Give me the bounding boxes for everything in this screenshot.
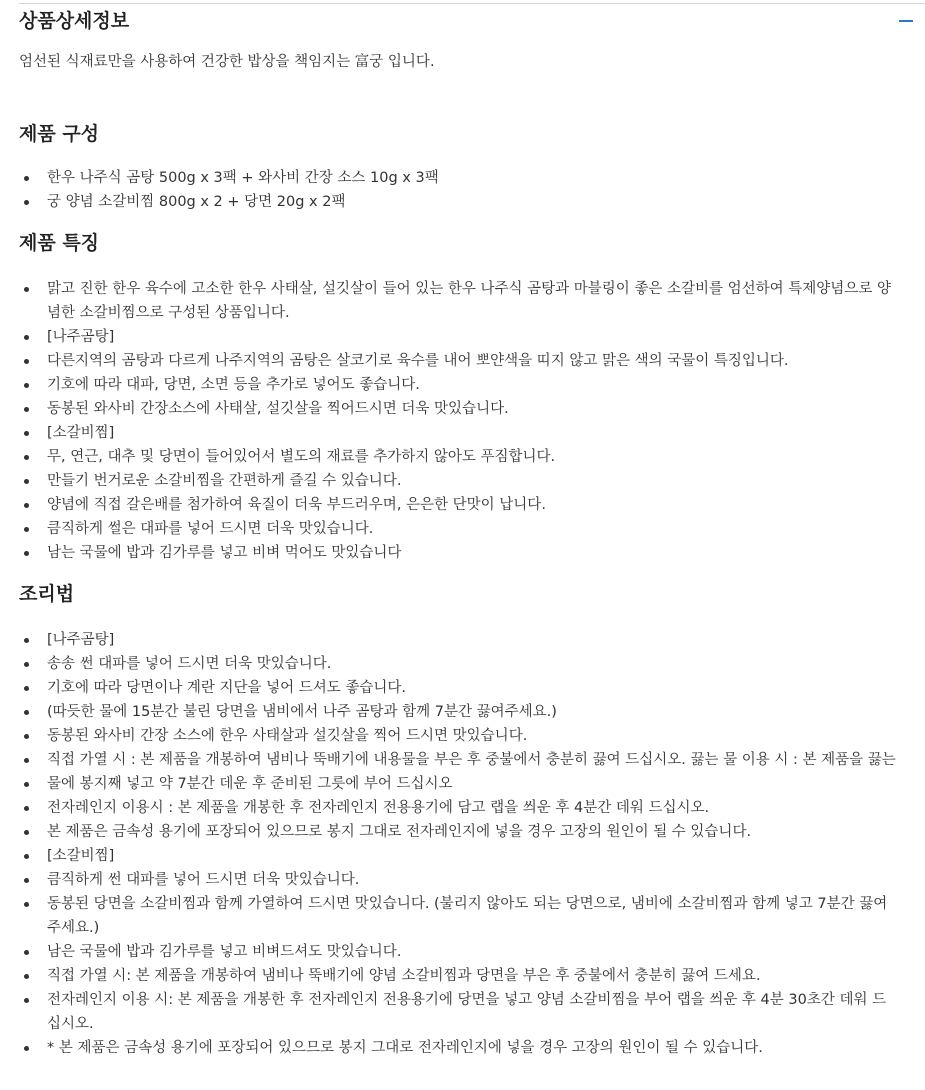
list-item: 기호에 따라 당면이나 계란 지단을 넣어 드셔도 좋습니다. xyxy=(47,676,898,700)
list-item: 물에 봉지째 넣고 약 7분간 데운 후 준비된 그릇에 부어 드십시오 xyxy=(47,772,898,796)
collapse-button[interactable] xyxy=(895,10,917,32)
list-item: 동봉된 와사비 간장 소스에 한우 사태살과 설깃살을 찍어 드시면 맛있습니다. xyxy=(47,724,898,748)
recipe-list xyxy=(19,628,898,1060)
list-item: 무, 연근, 대추 및 당면이 들어있어서 별도의 재료를 추가하지 않아도 푸짐합니다. xyxy=(47,445,898,469)
list-item: 동봉된 당면을 소갈비찜과 함께 가열하여 드시면 맛있습니다. (불리지 않아도 되는 당면으로, 냄비에 소갈비찜과 함께 넣고 7분간 끓여주세요.) xyxy=(47,892,898,940)
list-item: 다른지역의 곰탕과 다르게 나주지역의 곰탕은 살코기로 육수를 내어 뽀얀색을 띠지 않고 맑은 색의 국물이 특징입니다. xyxy=(47,349,898,373)
list-item: 직접 가열 시: 본 제품을 개봉하여 냄비나 뚝배기에 양념 소갈비찜과 당면을 부은 후 중불에서 충분히 끓여 드세요. xyxy=(47,964,898,988)
list-item: [나주곰탕] xyxy=(47,628,898,652)
list-item: 궁 양념 소갈비찜 800g x 2 + 당면 20g x 2팩 xyxy=(47,190,898,214)
section-title: 상품상세정보 xyxy=(19,10,130,32)
list-item: 만들기 번거로운 소갈비찜을 간편하게 즐길 수 있습니다. xyxy=(47,469,898,493)
list-item: 송송 썬 대파를 넣어 드시면 더욱 맛있습니다. xyxy=(47,652,898,676)
features-list xyxy=(19,277,898,565)
list-item: 큼직하게 썰은 대파를 넣어 드시면 더욱 맛있습니다. xyxy=(47,517,898,541)
intro-text: 엄선된 식재료만을 사용하여 건강한 밥상을 책임지는 富궁 입니다. xyxy=(19,54,435,70)
recipe-heading: 조리법 xyxy=(19,583,75,605)
list-item: [소갈비찜] xyxy=(47,844,898,868)
list-item: * 본 제품은 금속성 용기에 포장되어 있으므로 봉지 그대로 전자레인지에 넣을 경우 고장의 원인이 될 수 있습니다. xyxy=(47,1036,898,1060)
features-heading: 제품 특징 xyxy=(19,232,100,254)
list-item: 남은 국물에 밥과 김가루를 넣고 비벼드셔도 맛있습니다. xyxy=(47,940,898,964)
list-item: 전자레인지 이용 시: 본 제품을 개봉한 후 전자레인지 전용용기에 당면을 넣고 양념 소갈비찜을 부어 랩을 씌운 후 4분 30초간 데워 드십시오. xyxy=(47,988,898,1036)
composition-list xyxy=(19,166,898,214)
list-item: 전자레인지 이용시 : 본 제품을 개봉한 후 전자레인지 전용용기에 담고 랩을 씌운 후 4분간 데워 드십시오. xyxy=(47,796,898,820)
minus-icon xyxy=(899,20,913,22)
list-item: 기호에 따라 대파, 당면, 소면 등을 추가로 넣어도 좋습니다. xyxy=(47,373,898,397)
composition-heading: 제품 구성 xyxy=(19,123,100,145)
list-item: [소갈비찜] xyxy=(47,421,898,445)
list-item: [나주곰탕] xyxy=(47,325,898,349)
list-item: (따듯한 물에 15분간 불린 당면을 냄비에서 나주 곰탕과 함께 7분간 끓여주세요.) xyxy=(47,700,898,724)
list-item: 남는 국물에 밥과 김가루를 넣고 비벼 먹어도 맛있습니다 xyxy=(47,541,898,565)
list-item: 한우 나주식 곰탕 500g x 3팩 + 와사비 간장 소스 10g x 3팩 xyxy=(47,166,898,190)
list-item: 직접 가열 시 : 본 제품을 개봉하여 냄비나 뚝배기에 내용물을 부은 후 중불에서 충분히 끓여 드십시오. 끓는 물 이용 시 : 본 제품을 끓는 xyxy=(47,748,898,772)
list-item: 큼직하게 썬 대파를 넣어 드시면 더욱 맛있습니다. xyxy=(47,868,898,892)
list-item: 양념에 직접 갈은배를 첨가하여 육질이 더욱 부드러우며, 은은한 단맛이 납니다. xyxy=(47,493,898,517)
list-item: 맑고 진한 한우 육수에 고소한 한우 사태살, 설깃살이 들어 있는 한우 나주식 곰탕과 마블링이 좋은 소갈비를 엄선하여 특제양념으로 양념한 소갈비찜으로 구성된 상품입니다. xyxy=(47,277,898,325)
section-header xyxy=(19,0,898,40)
list-item: 동봉된 와사비 간장소스에 사태살, 설깃살을 찍어드시면 더욱 맛있습니다. xyxy=(47,397,898,421)
list-item: 본 제품은 금속성 용기에 포장되어 있으므로 봉지 그대로 전자레인지에 넣을 경우 고장의 원인이 될 수 있습니다. xyxy=(47,820,898,844)
